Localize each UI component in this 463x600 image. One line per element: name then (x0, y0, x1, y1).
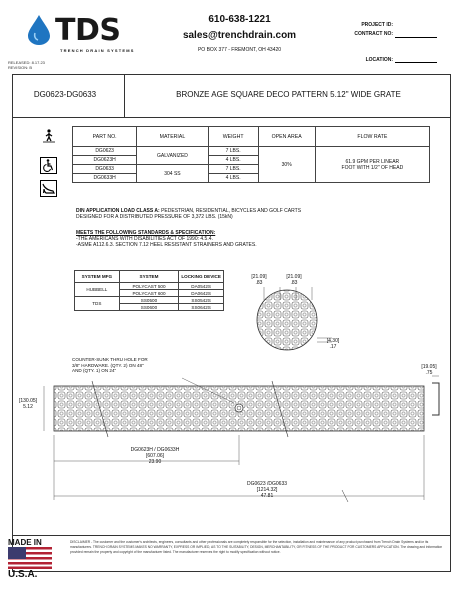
grate-plan-view (54, 378, 424, 437)
product-title: BRONZE AGE SQUARE DECO PATTERN 5.12" WIDE GRATE (176, 90, 401, 99)
slot-dimension (322, 338, 344, 350)
standards-heading: MEETS THE FOLLOWING STANDARDS & SPECIFICATION: (76, 230, 216, 236)
system-cell: POLYCAST 500 (119, 283, 179, 290)
long-length-dimension (212, 481, 322, 499)
gap-dim-mm: [21.09] (286, 274, 302, 280)
depth-dim-in: .75 (425, 370, 433, 376)
location-field[interactable] (395, 62, 437, 63)
part-no-cell: DG0633 (73, 165, 137, 174)
counter-sink-line-3: AND (QTY. 1) ON 24" (72, 368, 117, 374)
bar-dimension (247, 274, 271, 286)
depth-dimension (416, 364, 442, 376)
device-cell: SS0542S (179, 297, 224, 304)
brand-logo-text: TDS (55, 13, 121, 48)
open-area-cell: 30% (258, 147, 315, 183)
spec-header-row (73, 127, 430, 147)
load-class-note (76, 208, 406, 220)
specification-table (72, 126, 430, 183)
depth-dim-mm: [19.05] (421, 364, 437, 370)
long-length-in: 47.81 (260, 493, 274, 499)
device-cell: SS0642S (179, 304, 224, 311)
load-class-label: DIN APPLICATION LOAD CLASS A: (76, 208, 160, 214)
short-length-in: 23.90 (148, 459, 162, 465)
system-cell: POLYCAST 600 (119, 290, 179, 297)
long-length-parts: DG0623 /DG0633 (246, 481, 288, 487)
part-no-cell: DG0623H (73, 156, 137, 165)
col-system: SYSTEM (119, 271, 179, 283)
col-part-no: PART NO. (73, 127, 137, 147)
weight-cell: 7 LBS. (208, 147, 258, 156)
contract-no-label: CONTRACT NO: (354, 31, 393, 37)
mailing-address: PO BOX 377 - FREMONT, OH 43420 (197, 47, 282, 53)
col-material: MATERIAL (137, 127, 208, 147)
material-cell: GALVANIZED (137, 147, 208, 165)
ada-wheelchair-icon (40, 157, 57, 174)
bar-dim-mm: [21.09] (251, 274, 267, 280)
col-weight: WEIGHT (208, 127, 258, 147)
col-flow-rate: FLOW RATE (315, 127, 429, 147)
system-cell: SS0600 (119, 304, 179, 311)
material-cell: 304 SS (137, 165, 208, 183)
contract-no-field[interactable] (395, 37, 437, 38)
flow-rate-cell (315, 147, 429, 183)
standards-line-2: -ASME A112.6.3. SECTION 7.12 HEEL RESISTANT STRAINERS AND GRATES. (76, 242, 257, 248)
short-length-mm: [607.06] (145, 453, 165, 459)
width-dim-mm: [130.05] (18, 398, 38, 404)
pattern-detail-view (252, 285, 332, 355)
email-address[interactable]: sales@trenchdrain.com (182, 30, 297, 41)
weight-cell: 4 LBS. (208, 174, 258, 183)
us-flag-icon (8, 547, 52, 569)
heel-proof-shoe-icon (40, 180, 57, 197)
table-row (73, 147, 430, 156)
footer-divider (12, 535, 451, 536)
part-no-cell: DG0623 (73, 147, 137, 156)
made-in-usa-badge (8, 538, 58, 580)
grate-end-profile (432, 383, 439, 415)
gap-dimension (282, 274, 306, 286)
device-cell: DA0642S (179, 290, 224, 297)
usa-label: U.S.A. (8, 569, 38, 580)
bar-dim-in: .83 (255, 280, 263, 286)
standards-line-1: -THE AMERICANS WITH DISABILITIES ACT OF 1990: 4.5.4. (76, 236, 213, 242)
col-locking-device: LOCKING DEVICE (179, 271, 224, 283)
location-label: LOCATION: (365, 57, 393, 63)
counter-sink-note (72, 357, 192, 374)
project-id-label: PROJECT ID: (361, 22, 393, 28)
short-length-parts: DG0623H / DG0633H (130, 447, 180, 453)
part-no-cell: DG0633H (73, 174, 137, 183)
flow-rate-line-2: FOOT WITH 1/2" OF HEAD (341, 164, 404, 171)
made-in-label: MADE IN (8, 538, 42, 547)
standards-block (76, 230, 406, 248)
long-length-mm: [1214.32] (256, 487, 278, 493)
pedestrian-traffic-icon (42, 129, 56, 143)
width-dim-in: 5.12 (23, 404, 33, 410)
flow-rate-line-1: 61.9 GPM PER LINEAR (345, 158, 400, 165)
weight-cell: 7 LBS. (208, 165, 258, 174)
system-cell: SS0500 (119, 297, 179, 304)
gap-dim-in: .83 (290, 280, 298, 286)
col-open-area: OPEN AREA (258, 127, 315, 147)
slot-dim-mm: [4.30] (326, 338, 340, 344)
device-cell: DA0542S (179, 283, 224, 290)
phone-number[interactable]: 610-638-1221 (208, 14, 271, 25)
weight-cell: 4 LBS. (208, 156, 258, 165)
counter-sunk-hole (235, 404, 243, 412)
counter-sink-line-2: 3/8" HARDWARE. (QTY. 2) ON 48" (72, 362, 144, 368)
title-divider (124, 74, 125, 118)
part-range-title: DG0623-DG0633 (33, 90, 97, 99)
revision-label: REVISION: B (8, 65, 33, 70)
load-class-pressure: DESIGNED FOR A DISTRIBUTED PRESSURE OF 3,372 LBS. (15kN) (76, 214, 233, 220)
counter-sink-line-1: COUNTER-SUNK THRU HOLE FOR (72, 357, 148, 362)
brand-tagline: TRENCH DRAIN SYSTEMS (60, 48, 135, 53)
load-class-text: PEDESTRIAN, RESIDENTIAL, BICYCLES AND GOLF CARTS (161, 208, 302, 214)
slot-dim-in: .17 (329, 344, 337, 350)
released-date: RELEASED: 8.17.23 (8, 60, 45, 65)
width-dimension (14, 398, 42, 410)
mfg-cell: TDS (75, 297, 120, 311)
mfg-cell: HUBBELL (75, 283, 120, 297)
short-length-dimension (110, 447, 200, 465)
disclaimer-text: DISCLAIMER - The customer and the customer's architects, engineers, consultants and other professionals are completely responsible for the selection, installation and maintenance of any product purchased from Trench Drain Systems and/or its manufacturers. TRENCH DRAIN SYSTEMS MAKES NO WARRANTY, EXPRESS OR IMPLIED, AS TO THE SUITABILITY, DESIGN, MERCHANTABILITY, OR FITNESS OF THE PRODUCT FOR CUSTOMERS APPLICATION. The drawing and information provided remain the property and copyright of the manufacturer listed. The manufacturer reserves the right to modify specification without notice. (70, 540, 443, 554)
col-system-mfg: SYSTEM MFG (75, 271, 120, 283)
